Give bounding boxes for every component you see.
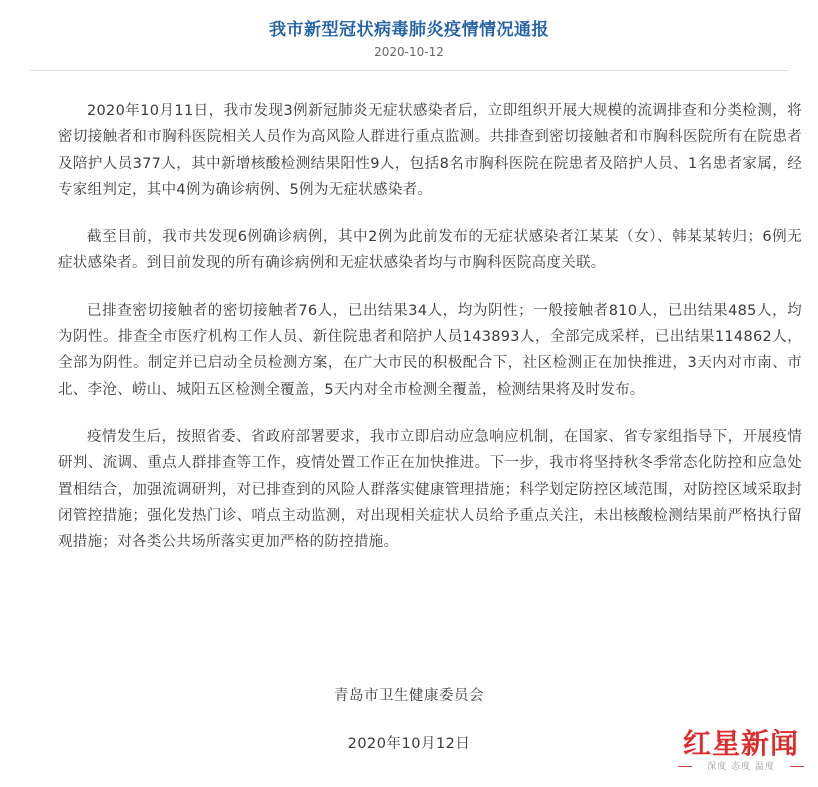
- watermark-brand-text: 红星新闻: [682, 727, 799, 760]
- publish-date: 2020-10-12: [374, 45, 444, 59]
- paragraph: 已排查密切接触者的密切接触者76人，已出结果34人，均为阴性；一般接触者810人，已出结果485人，均为阴性。排查全市医疗机构工作人员、新住院患者和陪护人员143893人，全部完成采样，已出结果114862人，全部为阴性。制定并已启动全员检测方案，在广大市民的积极配合下，社区检测正在加快推进，3天内对市南、市北、李沧、崂山、城阳五区检测全覆盖，5天内对全市检测全覆盖，检测结果将及时发布。: [58, 302, 802, 398]
- signature-date: 2020年10月12日: [347, 736, 471, 752]
- brand-watermark-logo: [676, 722, 806, 782]
- header-divider: [30, 70, 788, 71]
- signature-organization: 青岛市卫生健康委员会: [334, 688, 484, 704]
- article-body: [58, 98, 802, 576]
- paragraph: 截至目前，我市共发现6例确诊病例，其中2例为此前发布的无症状感染者江某某（女）、韩某某转归；6例无症状感染者。到目前发现的所有确诊病例和无症状感染者均与市胸科医院高度关联。: [58, 229, 802, 272]
- watermark-left-line: [678, 766, 692, 767]
- watermark-right-line: [790, 766, 804, 767]
- paragraph: 2020年10月11日，我市发现3例新冠肺炎无症状感染者后，立即组织开展大规模的流调排查和分类检测，将密切接触者和市胸科医院相关人员作为高风险人群进行重点监测。共排查到密切接触者和市胸科医院所有在院患者及陪护人员377人，其中新增核酸检测结果阳性9人，包括8名市胸科医院在院患者及陪护人员、1名患者家属，经专家组判定，其中4例为确诊病例、5例为无症状感染者。: [58, 103, 802, 198]
- paragraph: 疫情发生后，按照省委、省政府部署要求，我市立即启动应急响应机制，在国家、省专家组指导下，开展疫情研判、流调、重点人群排查等工作，疫情处置工作正在加快推进。下一步，我市将坚持秋冬季常态化防控和应急处置相结合，加强流调研判，对已排查到的风险人群落实健康管理措施；科学划定防控区域范围，对防控区域采取封闭管控措施；强化发热门诊、哨点主动监测，对出现相关症状人员给予重点关注，未出核酸检测结果前严格执行留观措施；对各类公共场所落实更加严格的防控措施。: [58, 428, 802, 551]
- watermark-slogan: 深度 态度 温度: [707, 762, 775, 772]
- notice-header: [0, 0, 818, 68]
- page-title: 我市新型冠状病毒肺炎疫情情况通报: [269, 20, 549, 40]
